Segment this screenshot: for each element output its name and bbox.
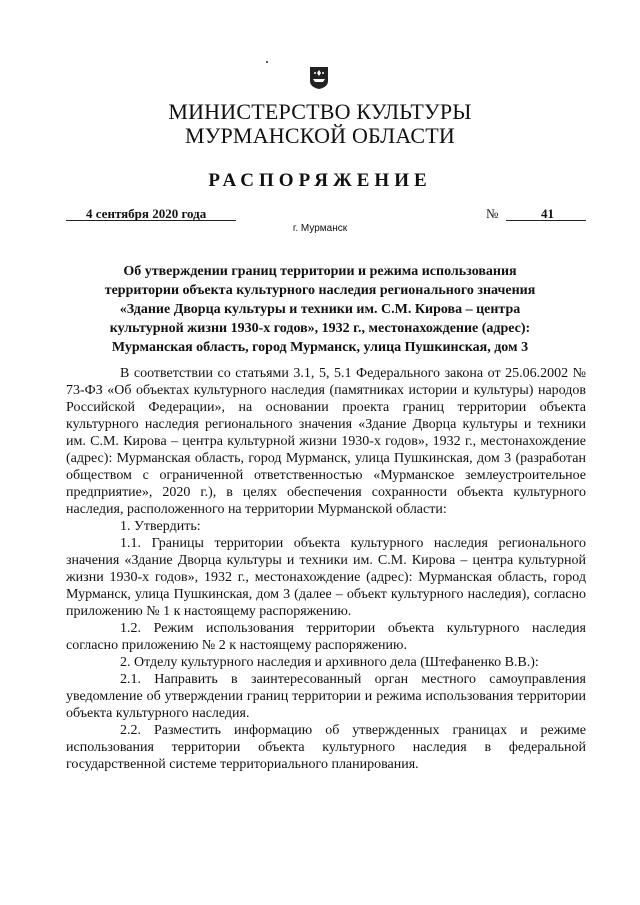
city: г. Мурманск bbox=[292, 223, 348, 234]
item-1-2: 1.2. Режим использования территории объекта культурного наследия согласно приложению № 2 к настоящему распоряжению. bbox=[66, 621, 586, 653]
ministry-name-line1: МИНИСТЕРСТВО КУЛЬТУРЫ bbox=[168, 99, 472, 124]
item-2: 2. Отделу культурного наследия и архивного дела (Штефаненко В.В.): bbox=[120, 655, 539, 670]
ministry-name-line2: МУРМАНСКОЙ ОБЛАСТИ bbox=[184, 123, 456, 148]
subject-line: Мурманская область, город Мурманск, улица Пушкинская, дом 3 bbox=[111, 340, 529, 355]
item-2-2: 2.2. Разместить информацию об утвержденных границах и режиме использования территории объекта культурного наследия в федеральной государственной системе территориального планирования. bbox=[66, 723, 586, 772]
item-1: 1. Утвердить: bbox=[120, 519, 201, 534]
preamble-paragraph: В соответствии со статьями 3.1, 5, 5.1 Федерального закона от 25.06.2002 № 73-ФЗ «Об объектах культурного наследия (памятниках истории и культуры) народов Российской Федерации», на основании проекта границ территории объекта культурного наследия регионального значения «Здание Дворца культуры и техники им. С.М. Кирова – центра культурной жизни 1930-х годов», 1932 г., местонахождение (адрес): Мурманская область, город Мурманск, улица Пушкинская, дом 3 (разработан обществом с ограниченной ответственностью «Мурманское землеустроительное предприятие», 2020 г.), в целях обеспечения сохранности объекта культурного наследия, расположенного на территории Мурманской области: bbox=[66, 366, 586, 517]
document-number: 41 bbox=[541, 206, 554, 221]
document-date: 4 сентября 2020 года bbox=[86, 206, 207, 221]
number-underline bbox=[506, 220, 586, 221]
document-type: РАСПОРЯЖЕНИЕ bbox=[208, 170, 432, 191]
subject-line: Об утверждении границ территории и режима использования bbox=[123, 264, 517, 279]
document-subject bbox=[90, 262, 550, 357]
date-underline bbox=[66, 220, 236, 221]
coat-of-arms-icon bbox=[309, 66, 329, 90]
item-1-1: 1.1. Границы территории объекта культурного наследия регионального значения «Здание Дворца культуры и техники им. С.М. Кирова – центра культурной жизни 1930-х годов», 1932 г., местонахождение (адрес): Мурманская область, город Мурманск, улица Пушкинская, дом 3 (далее – объект культурного наследия), согласно приложению № 1 к настоящему распоряжению. bbox=[66, 536, 586, 619]
document-body bbox=[66, 365, 586, 773]
scan-dot bbox=[266, 61, 268, 63]
item-2-1: 2.1. Направить в заинтересованный орган местного самоуправления уведомление об утверждении границ территории и режима использования территории объекта культурного наследия. bbox=[66, 672, 586, 721]
subject-line: территории объекта культурного наследия регионального значения bbox=[104, 283, 536, 298]
number-sign: № bbox=[486, 206, 499, 221]
subject-line: культурной жизни 1930-х годов», 1932 г., местонахождение (адрес): bbox=[109, 321, 531, 336]
subject-line: «Здание Дворца культуры и техники им. С.М. Кирова – центра bbox=[119, 302, 521, 317]
